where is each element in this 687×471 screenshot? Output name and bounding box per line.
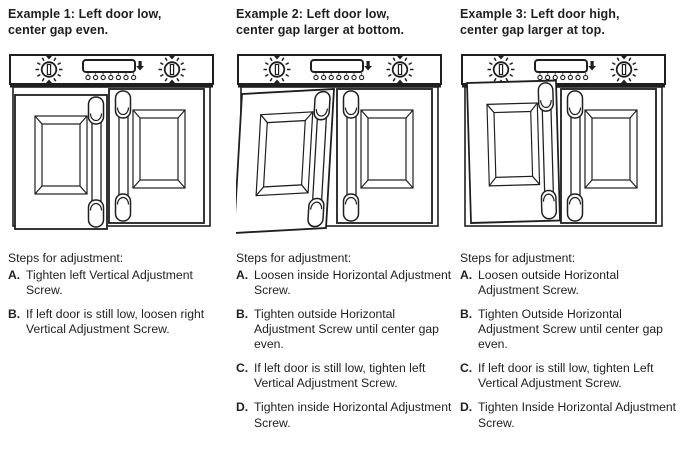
- step-item: [460, 268, 678, 298]
- step-label: D.: [236, 400, 249, 415]
- left-door-tilted-bottom-out: [236, 89, 334, 233]
- step-label: C.: [236, 361, 249, 376]
- right-door: [109, 89, 204, 223]
- left-door-tilted-top-out: [467, 80, 560, 223]
- steps-heading: Steps for adjustment:: [236, 250, 352, 265]
- step-item: [236, 361, 454, 391]
- right-door: [337, 89, 432, 223]
- example-2-title-line1: Example 2: Left door low,: [236, 7, 390, 21]
- step-text: Tighten inside Horizontal Adjustment Screw.: [254, 400, 452, 430]
- control-panel: [238, 55, 441, 88]
- example-3-title-line1: Example 3: Left door high,: [460, 7, 620, 21]
- step-text: Tighten Outside Horizontal Adjustment Screw until center gap even.: [478, 306, 663, 351]
- step-label: B.: [236, 306, 249, 321]
- example-1-title: [8, 6, 226, 39]
- oven-illustration-left-door-low-gap-larger-bottom: [236, 53, 443, 235]
- left-door-low: [15, 95, 107, 229]
- step-item: [460, 361, 678, 391]
- example-3-title: [460, 6, 678, 39]
- step-item: [8, 268, 226, 298]
- example-3-title-line2: center gap larger at top.: [460, 23, 605, 38]
- steps-heading: Steps for adjustment:: [460, 250, 576, 265]
- example-2-title-line2: center gap larger at bottom.: [236, 23, 405, 38]
- step-item: [236, 268, 454, 298]
- step-text: Tighten Inside Horizontal Adjustment Screw.: [478, 400, 677, 430]
- example-3-column: [460, 6, 678, 440]
- step-label: D.: [460, 400, 473, 415]
- oven-illustration-left-door-high-gap-larger-top: [460, 53, 667, 235]
- example-2-column: [236, 6, 454, 440]
- right-door: [561, 89, 656, 223]
- oven-illustration-left-door-low-gap-even: [8, 53, 215, 235]
- step-text: If left door is still low, loosen right Vertical Adjustment Screw.: [26, 306, 205, 336]
- step-label: B.: [460, 306, 473, 321]
- step-label: C.: [460, 361, 473, 376]
- steps-heading: Steps for adjustment:: [8, 250, 124, 265]
- step-text: Loosen outside Horizontal Adjustment Screw.: [478, 267, 619, 297]
- step-item: [236, 400, 454, 430]
- step-text: If left door is still low, tighten left Vertical Adjustment Screw.: [254, 361, 426, 391]
- step-text: Tighten left Vertical Adjustment Screw.: [26, 267, 193, 297]
- step-text: Loosen inside Horizontal Adjustment Screw.: [254, 267, 452, 297]
- step-item: [8, 307, 226, 337]
- example-2-title: [236, 6, 454, 39]
- step-text: If left door is still low, tighten Left Vertical Adjustment Screw.: [478, 361, 654, 391]
- step-item: [236, 307, 454, 352]
- example-1-title-line1: Example 1: Left door low,: [8, 7, 162, 21]
- step-label: A.: [8, 267, 21, 282]
- step-label: A.: [236, 267, 249, 282]
- step-label: A.: [460, 267, 473, 282]
- example-1-column: [8, 6, 226, 346]
- step-text: Tighten outside Horizontal Adjustment Screw until center gap even.: [254, 306, 439, 351]
- example-1-title-line2: center gap even.: [8, 23, 109, 38]
- step-label: B.: [8, 306, 21, 321]
- control-panel: [10, 55, 213, 88]
- step-item: [460, 400, 678, 430]
- step-item: [460, 307, 678, 352]
